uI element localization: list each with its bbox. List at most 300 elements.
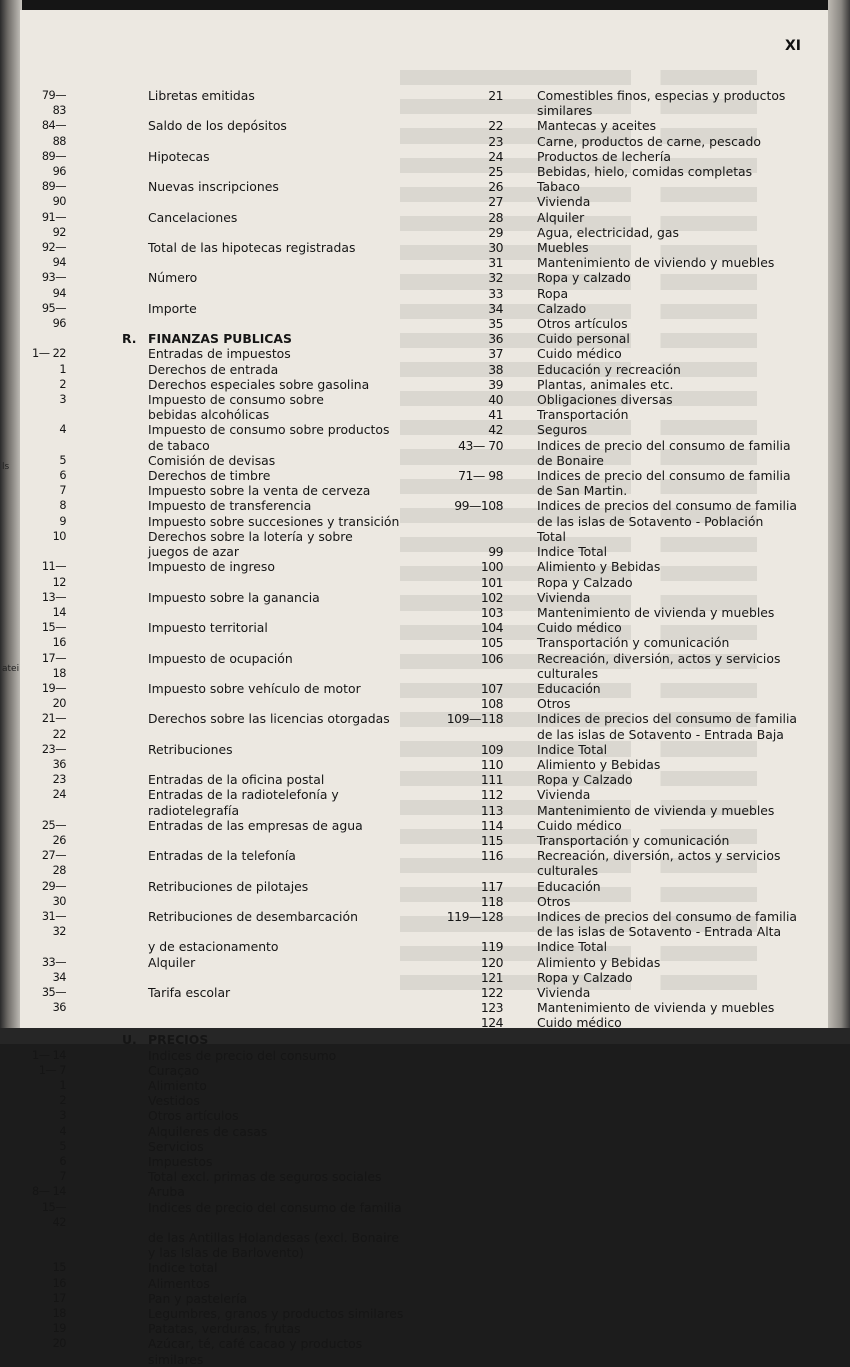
index-entry [30, 346, 500, 361]
entry-code: 15 [52, 1261, 66, 1275]
index-entry [435, 225, 840, 240]
index-entry [30, 483, 500, 498]
entry-code: 24 [52, 788, 66, 802]
entry-label: Impuesto de ingreso [148, 559, 275, 575]
entry-label: Agua, electricidad, gas [537, 224, 679, 240]
index-entry [435, 483, 840, 498]
entry-label: Alimiento y Bebidas [537, 756, 661, 772]
entry-code: 117 [480, 878, 503, 894]
entry-label: Vestidos [148, 1093, 200, 1109]
entry-code: 40 [488, 392, 503, 408]
index-entry [435, 955, 840, 970]
entry-code: 122 [480, 984, 503, 1000]
entry-code: 71— 98 [458, 468, 503, 484]
index-entry [30, 1184, 500, 1199]
index-entry [30, 1276, 500, 1291]
index-entry [435, 179, 840, 194]
entry-label: Carne, productos de carne, pescado [537, 133, 761, 149]
entry-code: 21 [488, 88, 503, 103]
entry-code: 41 [488, 407, 503, 423]
index-entry [435, 529, 840, 544]
index-entry [435, 514, 840, 529]
entry-label: Recreación, diversión, actos y servicios [537, 650, 781, 666]
entry-label: Otros artículos [537, 316, 628, 332]
entry-code: 23 [52, 773, 66, 787]
entry-code: 84— 88 [41, 119, 66, 148]
entry-code: 35— 36 [41, 985, 66, 1015]
entry-code: 13— 14 [41, 590, 66, 619]
index-entry [435, 316, 840, 331]
entry-code: 15— 16 [41, 621, 66, 650]
index-entry [435, 848, 840, 863]
entry-code: 4 [59, 1124, 66, 1138]
entry-label: Impuesto sobre succesiones y transición [148, 513, 400, 529]
index-entry [435, 803, 840, 818]
entry-code: 92— 94 [41, 241, 66, 270]
entry-label: Indices de precios del consumo de familia [537, 498, 797, 514]
index-entry [435, 681, 840, 696]
index-entry [30, 1063, 500, 1078]
index-entry [30, 1032, 500, 1047]
entry-code: 9 [59, 514, 66, 528]
index-entry [30, 514, 500, 529]
entry-label: Saldo de los depósitos [148, 118, 287, 134]
index-entry [435, 468, 840, 483]
entry-label: Cuido médico [537, 620, 622, 636]
index-entry [30, 955, 500, 985]
index-entry [435, 346, 840, 361]
entry-code: 106 [480, 650, 503, 666]
index-entry [30, 1245, 500, 1260]
entry-label: Indice Total [537, 544, 608, 560]
index-entry [30, 498, 500, 513]
index-entry [435, 270, 840, 285]
entry-code: 5 [59, 1139, 66, 1153]
entry-code: 24 [488, 148, 503, 164]
entry-label: Cancelaciones [148, 209, 238, 225]
entry-code: 93— 94 [41, 271, 66, 300]
section-letter: U. [122, 1032, 137, 1048]
index-entry [435, 134, 840, 149]
entry-label: Alquiler [537, 209, 585, 225]
index-entry [435, 392, 840, 407]
entry-label: Bebidas, hielo, comidas completas [537, 164, 753, 180]
entry-label: de las islas de Sotavento - Población [537, 513, 764, 529]
index-entry [435, 118, 840, 133]
entry-code: 39 [488, 376, 503, 392]
index-entry [435, 742, 840, 757]
index-entry [435, 894, 840, 909]
entry-label: Indices de precio del consumo [148, 1047, 337, 1063]
index-entry [435, 666, 840, 681]
entry-label: similares [148, 1351, 204, 1367]
index-entry [30, 179, 500, 209]
book-spine [0, 0, 22, 1044]
entry-label: Libretas emitidas [148, 88, 255, 103]
index-entry [435, 970, 840, 985]
entry-code: 116 [480, 848, 503, 864]
entry-label: Vivienda [537, 589, 591, 605]
index-entry [30, 529, 500, 544]
entry-code: 33— 34 [41, 955, 66, 984]
index-entry [435, 286, 840, 301]
entry-code: 1— 14 [32, 1048, 66, 1062]
entry-code: 109 [480, 741, 503, 757]
index-entry [435, 377, 840, 392]
entry-code: 1 [59, 1079, 66, 1092]
index-entry [30, 240, 500, 270]
entry-code: 107 [480, 680, 503, 696]
entry-label: Retribuciones de pilotajes [148, 878, 309, 894]
entry-label: Cuido médico [537, 817, 622, 833]
index-entry [30, 939, 500, 954]
index-entry [30, 392, 500, 407]
right-index-column [435, 88, 840, 1031]
index-entry [30, 88, 500, 118]
entry-label: Derechos sobre la lotería y sobre [148, 528, 353, 544]
index-entry [435, 407, 840, 422]
entry-label: Alquileres de casas [148, 1123, 268, 1139]
entry-label: Ropa y calzado [537, 270, 631, 286]
entry-label: Servicios [148, 1138, 204, 1154]
entry-label: de tabaco [148, 437, 210, 453]
entry-label: de las Antillas Holandesas (excl. Bonaire [148, 1230, 399, 1246]
entry-code: 6 [59, 469, 66, 483]
entry-code: 42 [488, 422, 503, 438]
entry-code: 36 [488, 331, 503, 347]
index-entry [435, 164, 840, 179]
entry-label: Mantenimiento de vivienda y muebles [537, 802, 775, 818]
index-entry [435, 605, 840, 620]
entry-code: 18 [52, 1307, 66, 1321]
entry-code: 11— 12 [41, 560, 66, 589]
entry-code: 108 [480, 696, 503, 712]
entry-label: Tarifa escolar [148, 984, 231, 1000]
index-entry [30, 331, 500, 346]
entry-code: 32 [488, 270, 503, 286]
index-entry [435, 88, 840, 103]
entry-label: Retribuciones [148, 741, 233, 757]
entry-code: 118 [480, 893, 503, 909]
entry-code: 110 [480, 756, 503, 772]
index-entry [435, 757, 840, 772]
entry-code: 8 [59, 499, 66, 513]
entry-code: 38 [488, 361, 503, 377]
entry-label: Ropa y Calzado [537, 772, 633, 788]
entry-code: 111 [480, 772, 503, 788]
entry-code: 1 [59, 362, 66, 376]
entry-code: 27 [488, 194, 503, 210]
entry-label: de las islas de Sotavento - Entrada Alta [537, 924, 782, 940]
entry-code: 34 [488, 300, 503, 316]
entry-label: Impuesto de consumo sobre productos [148, 422, 390, 438]
entry-code: 103 [480, 604, 503, 620]
entry-label: culturales [537, 863, 599, 879]
entry-label: Entradas de impuestos [148, 346, 291, 362]
document-page [20, 10, 828, 1367]
entry-label: de las islas de Sotavento - Entrada Baja [537, 726, 784, 742]
index-entry [435, 727, 840, 742]
index-entry [30, 1200, 500, 1230]
index-entry [30, 651, 500, 681]
entry-label: Educación [537, 878, 601, 894]
index-entry [435, 863, 840, 878]
index-entry [30, 590, 500, 620]
index-entry [435, 787, 840, 802]
index-entry [435, 939, 840, 954]
entry-label: bebidas alcohólicas [148, 407, 270, 423]
entry-label: Comisión de devisas [148, 452, 276, 468]
entry-code: 29 [488, 224, 503, 240]
page-number: XI [785, 38, 802, 54]
index-entry [30, 544, 500, 559]
index-entry [435, 559, 840, 574]
index-entry [435, 590, 840, 605]
index-entry [435, 635, 840, 650]
index-entry [30, 1321, 500, 1336]
entry-label: Alimiento y Bebidas [537, 559, 661, 575]
index-entry [435, 651, 840, 666]
entry-code: 29— 30 [41, 879, 66, 908]
entry-label: Mantenimiento de viviendo y muebles [537, 255, 775, 271]
index-entry [435, 772, 840, 787]
index-entry [30, 1291, 500, 1306]
entry-code: 30 [488, 240, 503, 256]
index-entry [435, 149, 840, 164]
index-entry [435, 818, 840, 833]
entry-label: Cuido médico [537, 1015, 622, 1031]
entry-label: Impuesto de ocupación [148, 650, 293, 666]
index-entry [30, 803, 500, 818]
index-entry [30, 909, 500, 939]
index-entry [30, 742, 500, 772]
entry-label: Derechos de entrada [148, 361, 279, 377]
entry-label: Derechos sobre las licencias otorgadas [148, 711, 390, 727]
index-entry [30, 1306, 500, 1321]
entry-label: juegos de azar [148, 544, 239, 560]
entry-code: 26 [488, 179, 503, 195]
entry-label: Patatas, verduras, frutas [148, 1321, 301, 1337]
index-entry [435, 924, 840, 939]
entry-code: 104 [480, 620, 503, 636]
entry-label: Impuestos [148, 1154, 213, 1170]
entry-code: 89— 96 [41, 149, 66, 179]
entry-label: Mantenimiento de vivienda y muebles [537, 604, 775, 620]
entry-code: 1— 7 [38, 1063, 66, 1077]
entry-code: 1— 22 [32, 347, 66, 361]
entry-code: 23— 36 [41, 742, 66, 771]
entry-code: 4 [59, 423, 66, 437]
entry-label: Transportación [537, 407, 629, 423]
index-entry [30, 985, 500, 1015]
entry-label: Otros [537, 893, 571, 909]
index-entry [435, 711, 840, 726]
index-entry [30, 468, 500, 483]
entry-label: Número [148, 270, 198, 286]
entry-code: 6 [59, 1155, 66, 1169]
entry-label: Entradas de las empresas de agua [148, 817, 363, 833]
entry-label: Ropa y Calzado [537, 969, 633, 985]
entry-code: 79—83 [41, 89, 66, 118]
index-entry [30, 301, 500, 331]
entry-label: Azúcar, té, café cacao y productos [148, 1336, 363, 1352]
entry-code: 16 [52, 1276, 66, 1290]
entry-code: 27— 28 [41, 849, 66, 878]
entry-label: Mantecas y aceites [537, 118, 657, 134]
entry-label: Educación [537, 680, 601, 696]
index-entry [30, 681, 500, 711]
index-entry [30, 818, 500, 848]
entry-code: 8— 14 [32, 1185, 66, 1199]
index-entry [30, 1260, 500, 1275]
entry-code: 91— 92 [41, 210, 66, 239]
entry-code: 22 [488, 118, 503, 134]
entry-label: Impuesto de transferencia [148, 498, 312, 514]
index-entry [30, 362, 500, 377]
entry-label: Curaçao [148, 1062, 200, 1078]
entry-label: Derechos de timbre [148, 468, 271, 484]
section-heading: PRECIOS [148, 1032, 209, 1048]
entry-label: Mantenimiento de vivienda y muebles [537, 1000, 775, 1016]
entry-code: 119 [480, 939, 503, 955]
entry-label: de San Martin. [537, 483, 628, 499]
entry-label: Legumbres, granos y productos similares [148, 1306, 404, 1322]
entry-label: similares [537, 103, 593, 119]
entry-label: Hipotecas [148, 148, 210, 164]
index-entry [30, 1078, 500, 1093]
entry-label: Impuesto territorial [148, 620, 268, 636]
entry-code: 23 [488, 133, 503, 149]
entry-label: Indices de precios del consumo de familia [537, 908, 797, 924]
entry-label: de Bonaire [537, 452, 604, 468]
entry-code: 20 [52, 1337, 66, 1351]
entry-code: 3 [59, 393, 66, 407]
index-entry [30, 1336, 500, 1351]
entry-label: Otros artículos [148, 1108, 239, 1124]
index-entry [435, 1015, 840, 1030]
index-entry [30, 1230, 500, 1245]
entry-label: Impuesto de consumo sobre [148, 392, 324, 408]
entry-code: 2 [59, 377, 66, 391]
index-entry [435, 331, 840, 346]
entry-label: Ropa y Calzado [537, 574, 633, 590]
entry-label: Indices de precio del consumo de familia [537, 437, 791, 453]
index-entry [435, 696, 840, 711]
entry-label: Importe [148, 300, 197, 316]
entry-label: Pan y pastelería [148, 1290, 248, 1306]
index-entry [435, 240, 840, 255]
index-entry [30, 422, 500, 437]
index-entry [435, 301, 840, 316]
entry-code: 7 [59, 484, 66, 498]
entry-code: 37 [488, 346, 503, 362]
index-entry [435, 1000, 840, 1015]
entry-label: Vivienda [537, 984, 591, 1000]
index-entry [435, 833, 840, 848]
entry-code: 115 [480, 832, 503, 848]
entry-label: culturales [537, 665, 599, 681]
index-entry [30, 772, 500, 787]
index-entry [30, 787, 500, 802]
index-entry [30, 149, 500, 179]
entry-code: 31 [488, 255, 503, 271]
entry-label: Total excl. primas de seguros sociales [148, 1169, 382, 1185]
index-entry [435, 194, 840, 209]
left-index-column [30, 88, 500, 1367]
entry-code: 114 [480, 817, 503, 833]
entry-label: Impuesto sobre la ganancia [148, 589, 320, 605]
entry-code: 95— 96 [41, 301, 66, 331]
entry-code: 124 [480, 1015, 503, 1031]
entry-label: Obligaciones diversas [537, 392, 673, 408]
index-entry [435, 438, 840, 453]
index-entry [30, 1108, 500, 1123]
entry-label: Impuesto sobre vehículo de motor [148, 680, 361, 696]
entry-label: Indice total [148, 1260, 218, 1276]
index-entry [30, 879, 500, 909]
entry-label: Plantas, animales etc. [537, 376, 674, 392]
index-entry [435, 879, 840, 894]
entry-code: 5 [59, 453, 66, 467]
index-entry [30, 270, 500, 300]
entry-code: 19— 20 [41, 681, 66, 711]
entry-code: 121 [480, 969, 503, 985]
index-entry [30, 1169, 500, 1184]
entry-code: 109—118 [446, 711, 503, 727]
entry-label: Retribuciones de desembarcación [148, 908, 358, 924]
entry-label: Indices de precio del consumo de familia [148, 1199, 402, 1215]
index-entry [30, 438, 500, 453]
index-entry [30, 1048, 500, 1063]
entry-label: Indices de precio del consumo de familia [537, 468, 791, 484]
entry-code: 31— 32 [41, 909, 66, 939]
entry-code: 3 [59, 1109, 66, 1123]
entry-code: 10 [52, 529, 66, 543]
entry-code: 17 [52, 1291, 66, 1305]
index-entry [30, 118, 500, 148]
entry-label: Entradas de la telefonía [148, 848, 296, 864]
entry-label: y de estacionamento [148, 939, 279, 955]
entry-label: Ropa [537, 285, 569, 301]
entry-label: Impuesto sobre la venta de cerveza [148, 483, 371, 499]
index-entry [435, 620, 840, 635]
entry-code: 17— 18 [41, 651, 66, 680]
entry-code: 100 [480, 559, 503, 575]
entry-code: 33 [488, 285, 503, 301]
entry-code: 113 [480, 802, 503, 818]
entry-label: Productos de lechería [537, 148, 671, 164]
index-entry [30, 1093, 500, 1108]
entry-code: 19 [52, 1322, 66, 1336]
index-entry [30, 1154, 500, 1169]
index-entry [30, 1124, 500, 1139]
index-entry [30, 620, 500, 650]
entry-code: 89— 90 [41, 180, 66, 209]
entry-label: Alquiler [148, 954, 196, 970]
margin-mark: atei [2, 664, 20, 674]
entry-label: Entradas de la oficina postal [148, 772, 325, 788]
entry-label: Tabaco [537, 179, 580, 195]
index-entry [435, 453, 840, 468]
index-entry [435, 103, 840, 118]
index-entry [30, 377, 500, 392]
entry-code: 119—128 [446, 908, 503, 924]
entry-label: Comestibles finos, especias y productos [537, 88, 786, 103]
entry-code: 7 [59, 1170, 66, 1184]
entry-code: 35 [488, 316, 503, 332]
index-entry [435, 362, 840, 377]
entry-code: 120 [480, 954, 503, 970]
